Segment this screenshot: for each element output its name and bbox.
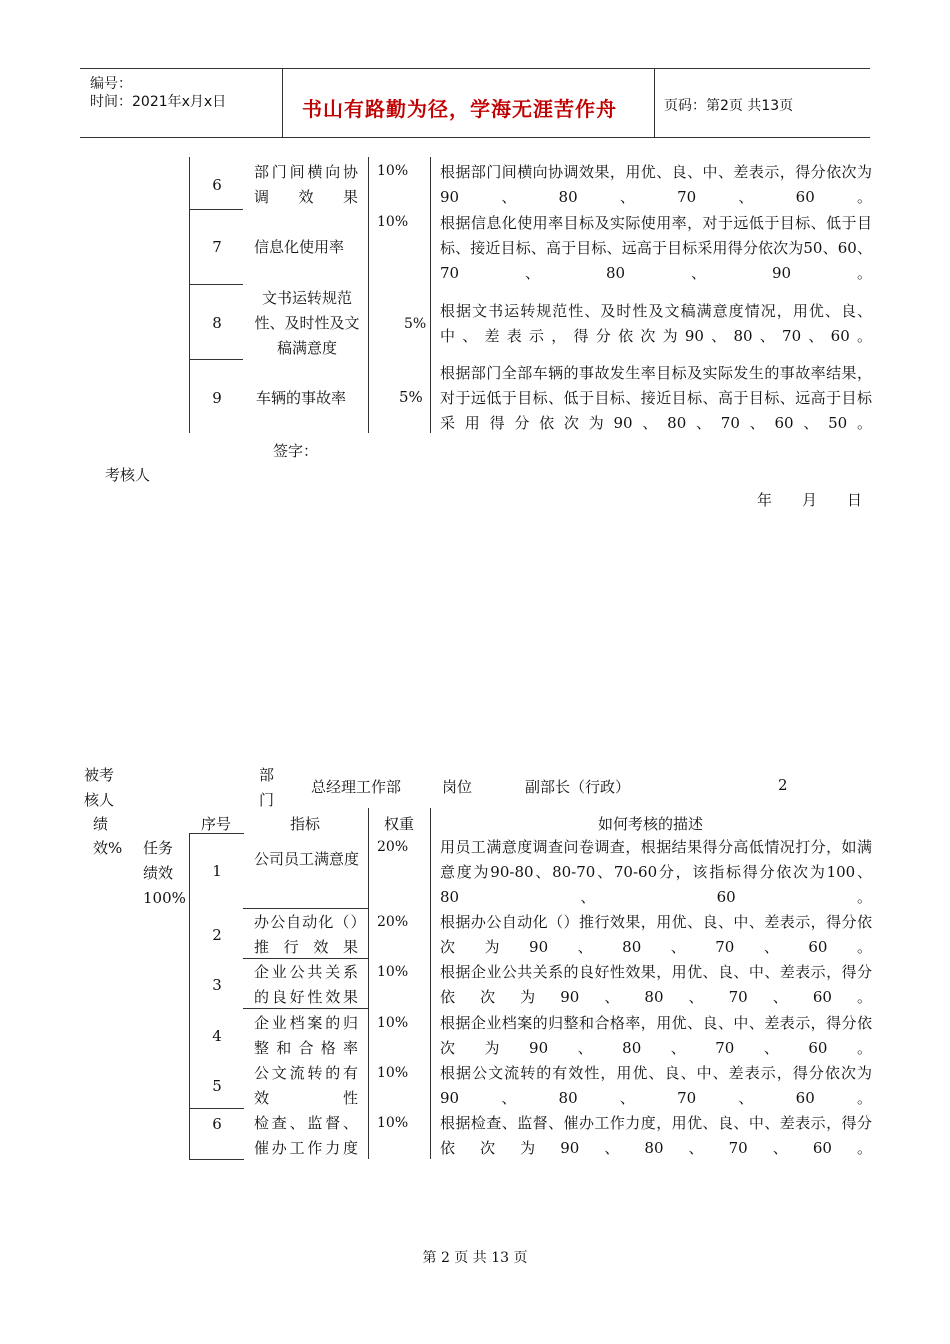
desc-cell: 根据部门间横向协调效果，用优、良、中、差表示，得分依次为90、80、70、60。 bbox=[440, 163, 872, 206]
header-weight: 权重 bbox=[384, 815, 415, 833]
row-number: 3 bbox=[212, 976, 222, 994]
row-number: 8 bbox=[212, 314, 222, 332]
row-number: 5 bbox=[212, 1077, 222, 1095]
indicator-cell: 公司员工满意度 bbox=[254, 850, 360, 868]
indicator-cell: 文书运转规范性、及时性及文稿满意度 bbox=[254, 289, 360, 357]
signature-label: 签字： bbox=[273, 442, 319, 460]
header-no: 序号 bbox=[201, 815, 232, 833]
page-header bbox=[80, 68, 870, 138]
desc-cell: 根据企业档案的归整和合格率，用优、良、中、差表示，得分依次为90、80、70、60。 bbox=[440, 1014, 872, 1057]
header-divider bbox=[282, 69, 283, 137]
desc-cell: 用员工满意度调查问卷调查，根据结果得分高低情况打分，如满意度为90-80、80-70、70-60分，该指标得分依次为100、80、60。 bbox=[440, 838, 872, 906]
code-label: 编号： bbox=[90, 76, 132, 92]
desc-cell: 根据公文流转的有效性，用优、良、中、差表示，得分依次为90、80、70、60。 bbox=[440, 1064, 872, 1107]
weight-cell: 10% bbox=[377, 1115, 409, 1131]
desc-cell: 根据企业公共关系的良好性效果，用优、良、中、差表示，得分依次为90、80、70、60。 bbox=[440, 963, 872, 1006]
position-value: 副部长（行政） bbox=[525, 778, 631, 796]
header-desc: 如何考核的描述 bbox=[598, 815, 704, 833]
row-number: 9 bbox=[212, 389, 222, 407]
indicator-cell: 公文流转的有效性 bbox=[254, 1064, 358, 1107]
weight-cell: 20% bbox=[377, 914, 409, 930]
weight-cell: 10% bbox=[377, 1015, 409, 1031]
weight-cell: 20% bbox=[377, 839, 409, 855]
dept-label: 部门 bbox=[259, 766, 275, 809]
assessor-label: 考核人 bbox=[105, 466, 151, 484]
page-info: 页码：第2页 共13页 bbox=[664, 98, 794, 114]
indicator-cell: 信息化使用率 bbox=[254, 238, 345, 256]
weight-cell: 5% bbox=[399, 388, 423, 406]
row-number: 1 bbox=[212, 862, 222, 880]
row-number: 6 bbox=[212, 176, 222, 194]
weight-cell: 10% bbox=[377, 163, 409, 179]
row-number: 6 bbox=[212, 1115, 222, 1133]
task-col: 任务绩效100% bbox=[143, 839, 186, 907]
weight-cell: 10% bbox=[377, 964, 409, 980]
header-indicator: 指标 bbox=[290, 815, 321, 833]
indicator-cell: 企业公共关系的良好性效果 bbox=[254, 963, 358, 1006]
weight-cell: 10% bbox=[377, 214, 409, 230]
header-performance: 绩 bbox=[93, 815, 109, 833]
performance-col: 效% bbox=[93, 839, 123, 857]
section-number: 2 bbox=[778, 776, 788, 794]
dept-value: 总经理工作部 bbox=[311, 778, 402, 796]
time-label: 时间：2021年x月x日 bbox=[90, 94, 227, 110]
indicator-cell: 部门间横向协调效果 bbox=[254, 163, 358, 206]
desc-cell: 根据检查、监督、催办工作力度，用优、良、中、差表示，得分依次为90、80、70、60。 bbox=[440, 1114, 872, 1157]
indicator-cell: 办公自动化（）推行效果 bbox=[254, 913, 358, 956]
indicator-cell: 车辆的事故率 bbox=[256, 389, 347, 407]
date-label: 年 月 日 bbox=[757, 491, 863, 509]
position-label: 岗位 bbox=[442, 778, 473, 796]
desc-cell: 根据信息化使用率目标及实际使用率，对于远低于目标、低于目标、接近目标、高于目标、远高于目标采用得分依次为50、60、70、80、90。 bbox=[440, 214, 872, 282]
desc-cell: 根据部门全部车辆的事故发生率目标及实际发生的事故率结果，对于远低于目标、低于目标、接近目标、高于目标、远高于目标采用得分依次为90、80、70、60、50。 bbox=[440, 364, 872, 432]
row-number: 2 bbox=[212, 926, 222, 944]
motto: 书山有路勤为径，学海无涯苦作舟 bbox=[302, 97, 617, 121]
indicator-cell: 检查、监督、催办工作力度 bbox=[254, 1114, 358, 1157]
header-divider bbox=[654, 69, 655, 137]
row-number: 4 bbox=[212, 1027, 222, 1045]
indicator-cell: 企业档案的归整和合格率 bbox=[254, 1014, 358, 1057]
desc-cell: 根据文书运转规范性、及时性及文稿满意度情况，用优、良、中、差表示，得分依次为90、80、70、60。 bbox=[440, 302, 872, 345]
page-footer: 第 2 页 共 13 页 bbox=[422, 1250, 528, 1266]
weight-cell: 5% bbox=[404, 316, 427, 332]
desc-cell: 根据办公自动化（）推行效果，用优、良、中、差表示，得分依次为90、80、70、60。 bbox=[440, 913, 872, 956]
assessee-label: 被考核人 bbox=[84, 766, 115, 809]
row-number: 7 bbox=[212, 238, 222, 256]
weight-cell: 10% bbox=[377, 1065, 409, 1081]
